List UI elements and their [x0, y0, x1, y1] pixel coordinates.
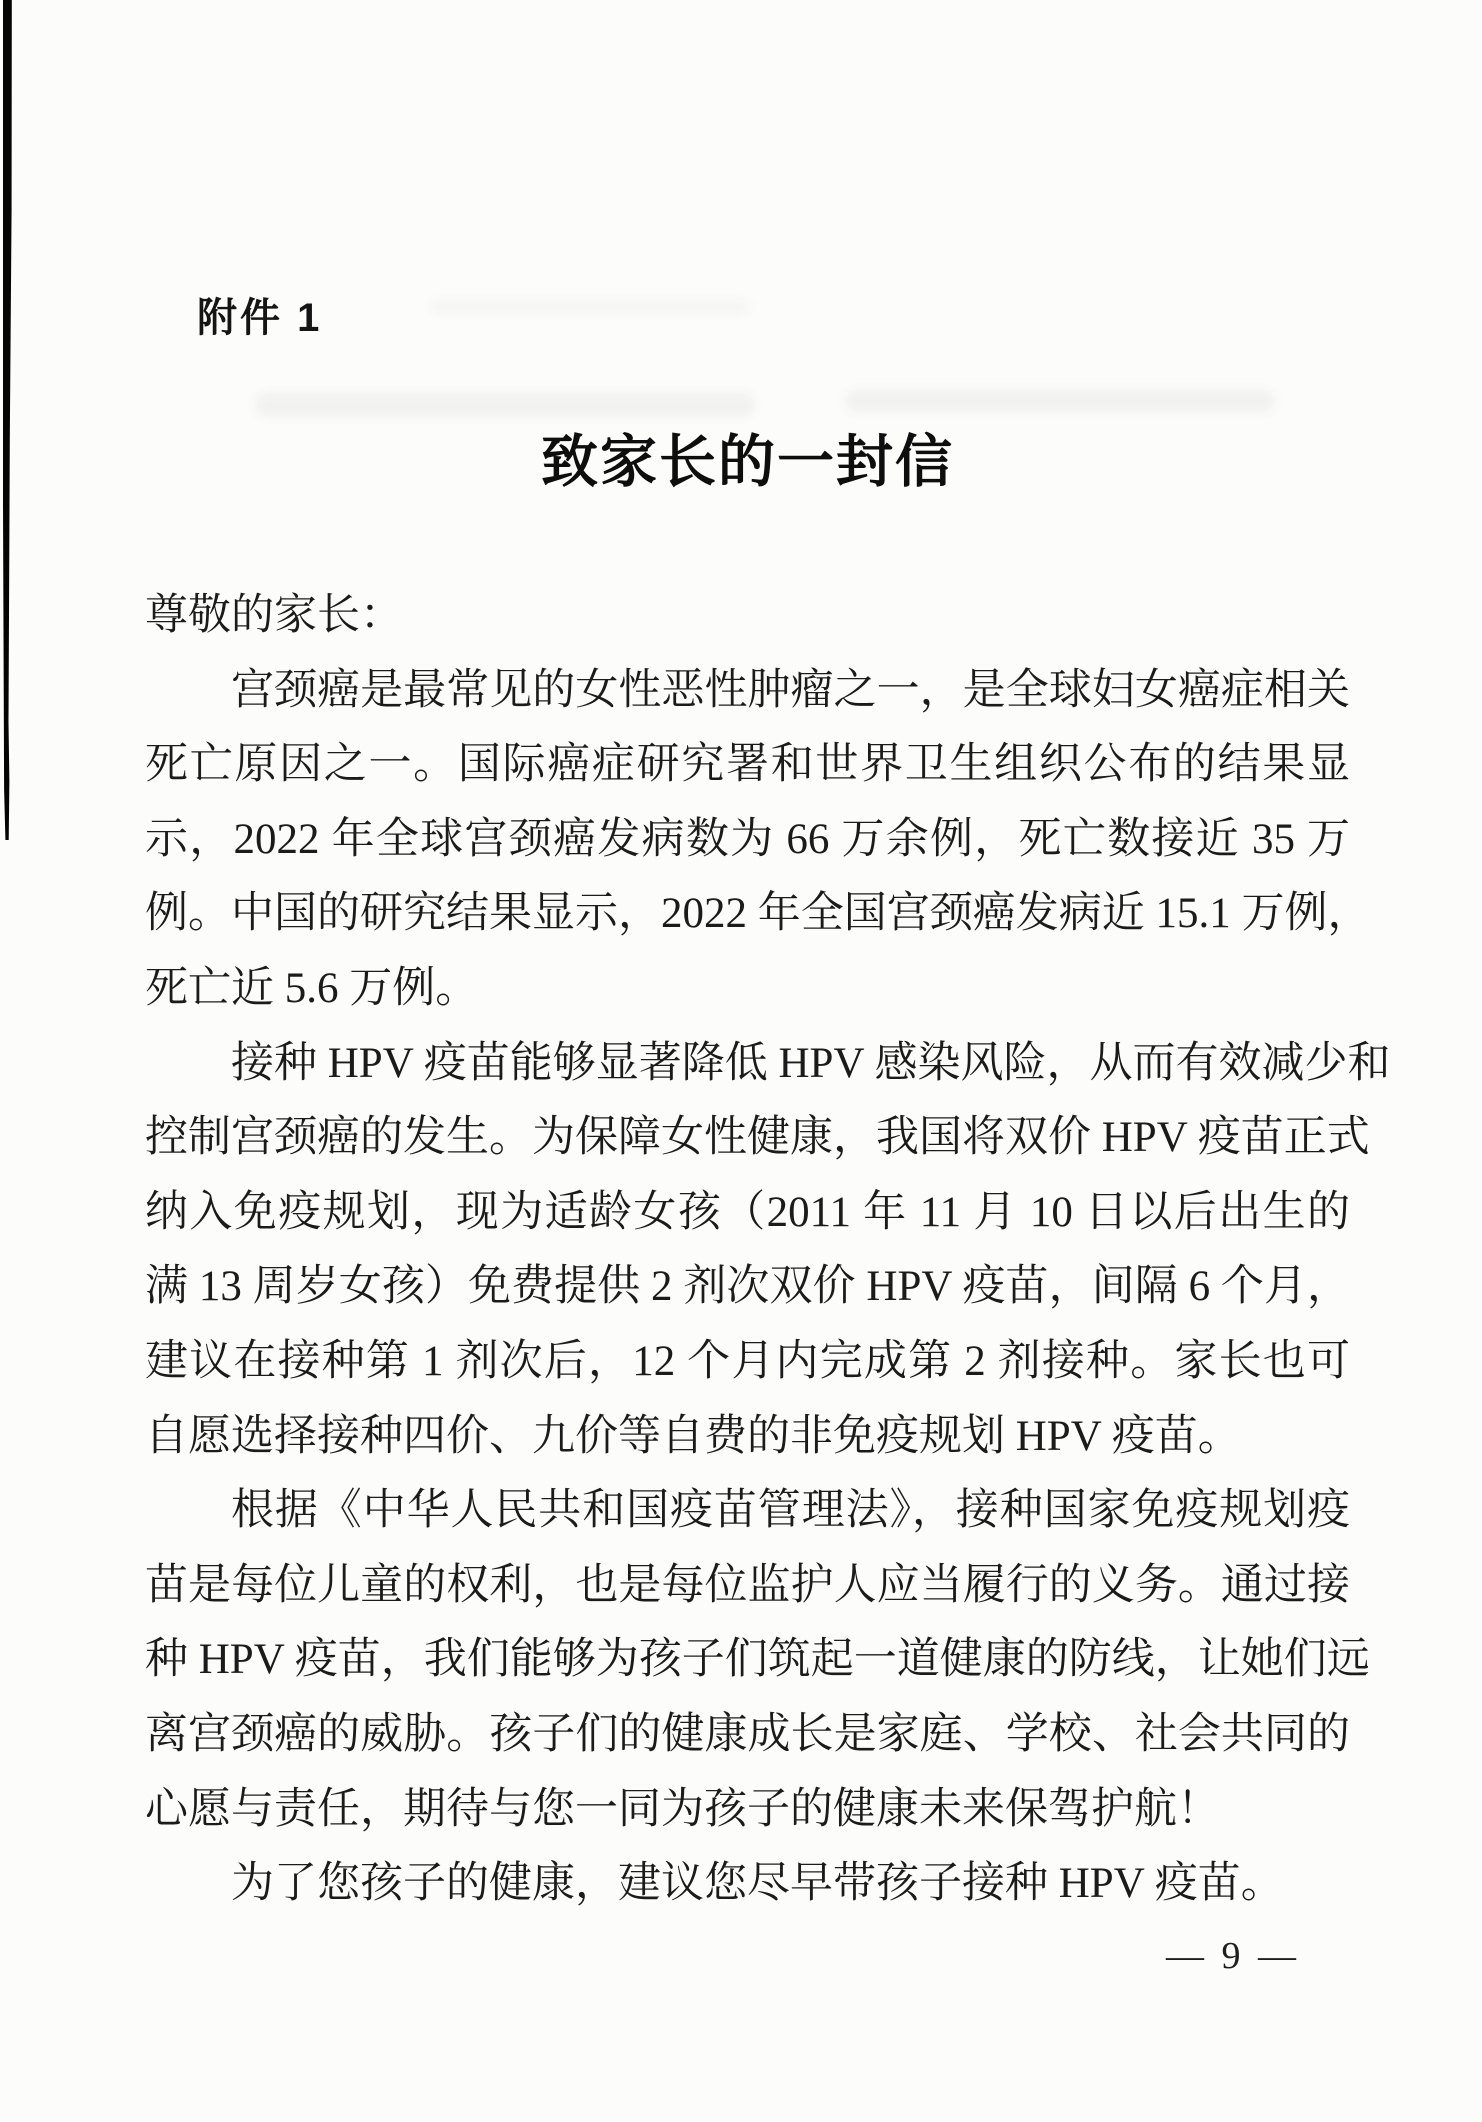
body-line: 死亡近 5.6 万例。 — [145, 964, 479, 1012]
scan-smudge — [255, 393, 755, 417]
scan-artifact-left-edge — [3, 0, 14, 840]
body-line: 示，2022 年全球宫颈癌发病数为 66 万余例，死亡数接近 35 万 — [145, 815, 1350, 863]
body-line: 离宫颈癌的威胁。孩子们的健康成长是家庭、学校、社会共同的 — [145, 1710, 1350, 1758]
body-line: 死亡原因之一。国际癌症研究署和世界卫生组织公布的结果显 — [145, 741, 1350, 789]
body-line: 纳入免疫规划，现为适龄女孩（2011 年 11 月 10 日以后出生的 — [145, 1188, 1350, 1236]
body-line: 心愿与责任，期待与您一同为孩子的健康未来保驾护航！ — [145, 1785, 1220, 1833]
attachment-label: 附件 1 — [197, 296, 323, 340]
body-line: 苗是每位儿童的权利，也是每位监护人应当履行的义务。通过接 — [145, 1561, 1350, 1609]
body-line: 为了您孩子的健康，建议您尽早带孩子接种 HPV 疫苗。 — [231, 1860, 1284, 1908]
body-line: 例。中国的研究结果显示，2022 年全国宫颈癌发病近 15.1 万例， — [145, 890, 1371, 938]
body-line: 自愿选择接种四价、九价等自费的非免疫规划 HPV 疫苗。 — [145, 1412, 1241, 1460]
body-line: 尊敬的家长： — [145, 592, 403, 639]
body-line: 控制宫颈癌的发生。为保障女性健康，我国将双价 HPV 疫苗正式 — [145, 1114, 1370, 1162]
body-line: 建议在接种第 1 剂次后，12 个月内完成第 2 剂接种。家长也可 — [145, 1337, 1350, 1385]
scan-smudge — [845, 390, 1275, 412]
body-line: 接种 HPV 疫苗能够显著降低 HPV 感染风险，从而有效减少和 — [231, 1039, 1391, 1087]
scan-smudge — [430, 300, 750, 314]
body-line: 满 13 周岁女孩）免费提供 2 剂次双价 HPV 疫苗，间隔 6 个月， — [145, 1263, 1350, 1311]
body-text — [145, 579, 1391, 1922]
body-line: 根据《中华人民共和国疫苗管理法》，接种国家免疫规划疫 — [231, 1487, 1350, 1535]
document-title: 致家长的一封信 — [541, 431, 954, 494]
body-line: 宫颈癌是最常见的女性恶性肿瘤之一，是全球妇女癌症相关 — [231, 666, 1350, 714]
page-number: — 9 — — [1166, 1935, 1300, 1977]
body-line: 种 HPV 疫苗，我们能够为孩子们筑起一道健康的防线，让她们远 — [145, 1636, 1370, 1684]
